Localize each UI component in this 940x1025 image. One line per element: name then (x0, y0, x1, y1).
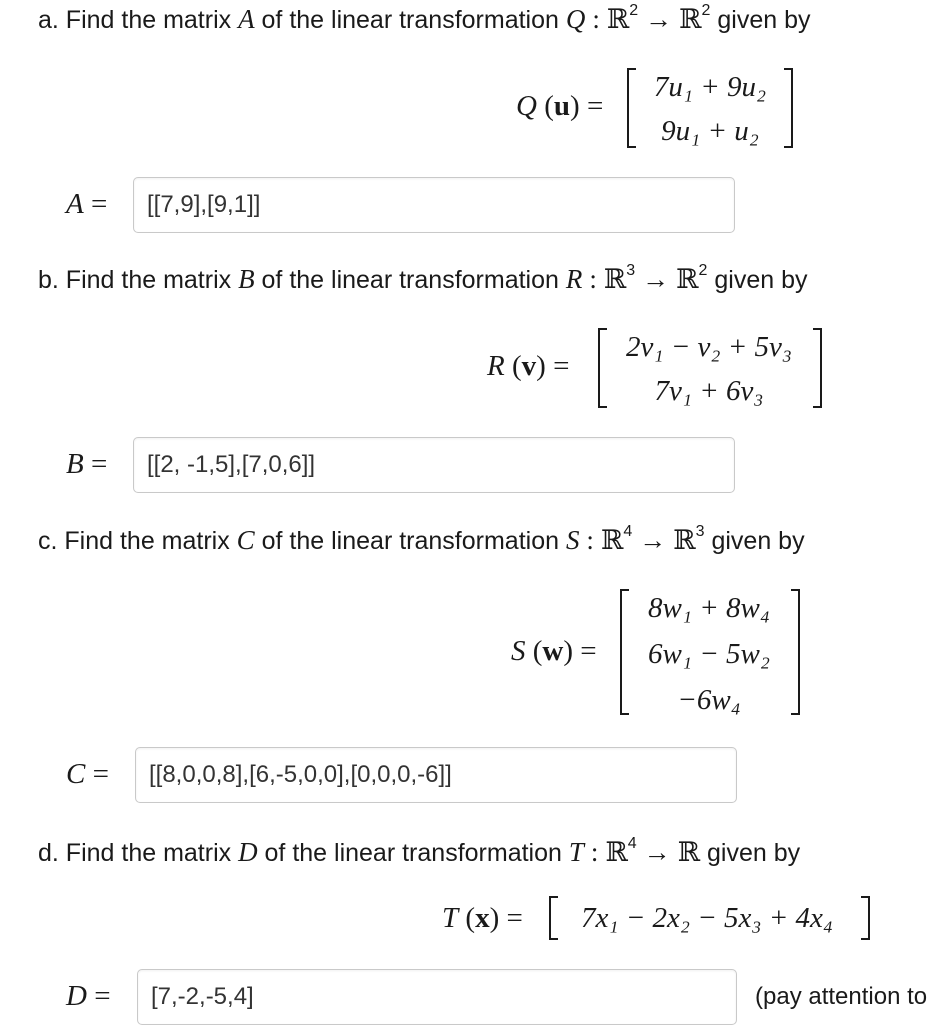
answer-a-label: A = (66, 188, 108, 220)
question-a-text: a. Find the matrix A of the linear transformation Q : ℝ$^2$ → ℝ$^2$ given by (38, 1, 811, 34)
equation-c-lhs: S (w) = (511, 635, 597, 667)
answer-d-label: D = (66, 980, 111, 1012)
left-bracket (627, 68, 636, 148)
matrix-row: 8w₁ + 8w₄ (648, 592, 770, 624)
matrix-row: 7v₁ + 6v₃ (654, 375, 764, 407)
right-bracket (791, 589, 800, 715)
right-bracket (861, 896, 870, 940)
question-b-text: b. Find the matrix B of the linear transformation R : ℝ$^3$ → ℝ$^2$ given by (38, 261, 808, 294)
right-bracket (784, 68, 793, 148)
matrix-row: 6w₁ − 5w₂ (648, 638, 770, 670)
matrix-row: 2v₁ − v₂ + 5v₃ (626, 331, 792, 363)
equation-a-lhs: Q (u) = (516, 90, 604, 122)
matrix-row: −6w₄ (677, 684, 741, 716)
question-c-text: c. Find the matrix C of the linear transformation S : ℝ$^4$ → ℝ$^3$ given by (38, 522, 805, 555)
question-d-text: d. Find the matrix D of the linear transformation T : ℝ$^4$ → ℝ given by (38, 834, 801, 867)
answer-c-label: C = (66, 758, 109, 790)
attention-note: (pay attention to (755, 983, 928, 1010)
right-bracket (813, 328, 822, 408)
matrix-row: 9u₁ + u₂ (661, 115, 759, 147)
equation-b-lhs: R (v) = (487, 350, 570, 382)
answer-a-input[interactable] (133, 177, 735, 233)
left-bracket (620, 589, 629, 715)
matrix-row: 7u₁ + 9u₂ (653, 71, 767, 103)
answer-c-input[interactable] (135, 747, 737, 803)
matrix-row: 7x₁ − 2x₂ − 5x₃ + 4x₄ (580, 902, 834, 934)
answer-b-label: B = (66, 448, 108, 480)
equation-d-lhs: T (x) = (442, 902, 523, 934)
answer-d-input[interactable] (137, 969, 737, 1025)
answer-b-input[interactable] (133, 437, 735, 493)
left-bracket (598, 328, 607, 408)
